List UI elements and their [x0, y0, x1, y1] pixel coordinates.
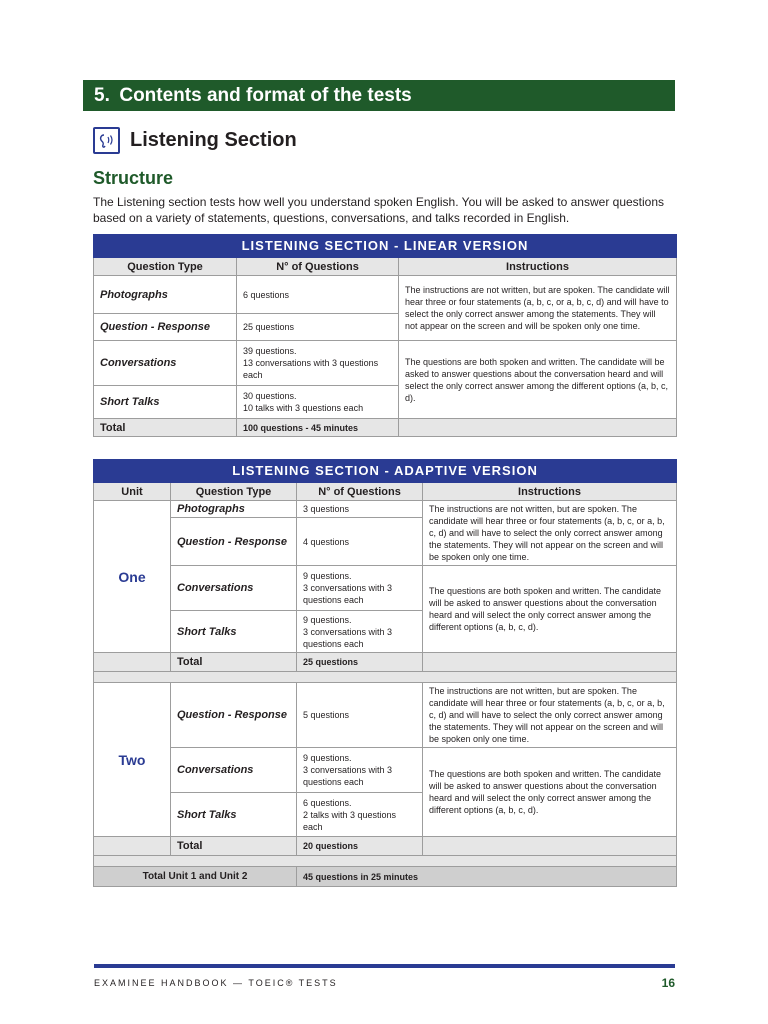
count-line: 9 questions. [303, 753, 352, 763]
table-row [94, 501, 677, 518]
col-header-question-type: Question Type [171, 483, 297, 501]
question-count: 6 questions [237, 276, 399, 314]
question-type: Question - Response [171, 683, 297, 748]
linear-table-title: LISTENING SECTION - LINEAR VERSION [94, 235, 677, 258]
count-line: 39 questions. [243, 346, 297, 356]
empty-cell [94, 837, 171, 856]
total-label: Total [94, 419, 237, 437]
col-header-question-type: Question Type [94, 258, 237, 276]
ear-listening-icon [93, 127, 120, 154]
section-title: Listening Section [130, 129, 297, 151]
question-type: Conversations [171, 748, 297, 793]
total-label: Total [171, 837, 297, 856]
spacer-row [94, 856, 677, 867]
total-row [94, 837, 677, 856]
table-row [94, 683, 677, 748]
question-type: Short Talks [94, 386, 237, 419]
question-count [297, 566, 423, 611]
instructions-written: The questions are both spoken and written. The candidate will be asked to answer questions about the conversation heard and will select the only correct answer among the different options (a, b, c, d). [423, 566, 677, 653]
page-number: 16 [661, 976, 675, 990]
adaptive-version-table [93, 459, 677, 887]
total-row [94, 419, 677, 437]
question-count: 5 questions [297, 683, 423, 748]
instructions-spoken: The instructions are not written, but are spoken. The candidate will hear three or four statements (a, b, c, or a, b, c, d) and will have to select the only correct answer among the statements. They will not appear on the screen and will be spoken only one time. [399, 276, 677, 341]
question-count: 3 questions [297, 501, 423, 518]
spacer-row [94, 672, 677, 683]
count-line: 6 questions. [303, 797, 352, 808]
question-count [297, 793, 423, 837]
question-type: Conversations [94, 341, 237, 386]
question-count [237, 341, 399, 386]
linear-version-table [93, 234, 677, 437]
count-line: 30 questions. [243, 391, 297, 401]
unit-one-label: One [94, 501, 171, 653]
total-value: 25 questions [297, 653, 423, 672]
total-label: Total [171, 653, 297, 672]
question-type: Short Talks [171, 611, 297, 653]
structure-heading: Structure [93, 168, 174, 188]
footer-text: EXAMINEE HANDBOOK — TOEIC® TESTS [94, 978, 338, 988]
total-value: 20 questions [297, 837, 423, 856]
empty-cell [423, 837, 677, 856]
question-count: 25 questions [237, 314, 399, 341]
table-row [94, 276, 677, 314]
grand-total-value: 45 questions in 25 minutes [297, 867, 677, 887]
question-type: Question - Response [94, 314, 237, 341]
col-header-instructions: Instructions [399, 258, 677, 276]
count-line: 9 questions. [303, 614, 352, 625]
col-header-num-questions: N° of Questions [237, 258, 399, 276]
question-count: 4 questions [297, 518, 423, 566]
intro-paragraph: The Listening section tests how well you understand spoken English. You will be asked to answer questions based on a variety of statements, questions, conversations, and talks recorded in English. [93, 195, 665, 225]
question-count [297, 748, 423, 793]
grand-total-label: Total Unit 1 and Unit 2 [94, 867, 297, 887]
table-row [94, 341, 677, 386]
count-line: 10 talks with 3 questions each [243, 403, 364, 413]
question-count [237, 386, 399, 419]
total-value: 100 questions - 45 minutes [237, 419, 399, 437]
question-type: Conversations [171, 566, 297, 611]
question-type: Short Talks [171, 793, 297, 837]
instructions-spoken: The instructions are not written, but are spoken. The candidate will hear three or four statements (a, b, c, or a, b, c, d) and will have to select the only correct answer among the statements. They will not appear on the screen and will be spoken only one time. [423, 501, 677, 566]
col-header-num-questions: N° of Questions [297, 483, 423, 501]
instructions-written: The questions are both spoken and written. The candidate will be asked to answer questions about the conversation heard and will select the only correct answer among the different options (a, b, c, d). [399, 341, 677, 419]
empty-cell [423, 653, 677, 672]
table-row [94, 566, 677, 611]
question-type: Photographs [171, 501, 297, 518]
count-line: 3 conversations with 3 questions each [303, 626, 393, 649]
question-type: Question - Response [171, 518, 297, 566]
table-row [94, 748, 677, 793]
instructions-spoken: The instructions are not written, but are spoken. The candidate will hear three or four statements (a, b, c, or a, b, c, d) and will have to select the only correct answer among the statements. They will not appear on the screen and will be spoken only one time. [423, 683, 677, 748]
count-line: 13 conversations with 3 questions each [243, 358, 379, 380]
section-banner: 5. Contents and format of the tests [83, 80, 675, 111]
empty-cell [399, 419, 677, 437]
count-line: 3 conversations with 3 questions each [303, 583, 393, 605]
count-line: 3 conversations with 3 questions each [303, 765, 393, 787]
adaptive-table-title: LISTENING SECTION - ADAPTIVE VERSION [94, 460, 677, 483]
count-line: 9 questions. [303, 571, 352, 581]
footer-rule [94, 964, 675, 968]
total-row [94, 653, 677, 672]
empty-cell [94, 653, 171, 672]
col-header-unit: Unit [94, 483, 171, 501]
question-count [297, 611, 423, 653]
count-line: 2 talks with 3 questions each [303, 809, 397, 832]
instructions-written: The questions are both spoken and written. The candidate will be asked to answer questions about the conversation heard and will select the only correct answer among the different options (a, b, c, d). [423, 748, 677, 837]
col-header-instructions: Instructions [423, 483, 677, 501]
question-type: Photographs [94, 276, 237, 314]
unit-two-label: Two [94, 683, 171, 837]
grand-total-row [94, 867, 677, 887]
